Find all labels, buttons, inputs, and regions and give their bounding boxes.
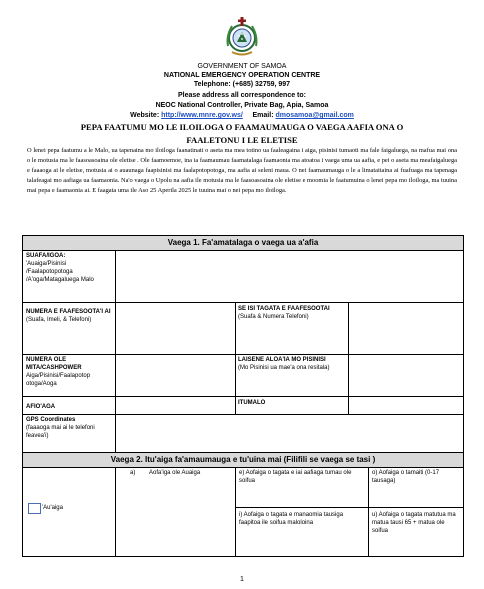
mita-subtext: Aiga/Pisinisi/Faalapotop otoga/Aoga [26, 373, 91, 387]
website-link[interactable]: http://www.mnre.gov.ws/ [161, 112, 243, 119]
section2-header: Vaega 2. Itu'aiga fa'amaumauga e tu'uina mai (Filifili se vaega se tasi ) [23, 453, 463, 467]
option-o-label: o) Aofaiga o tamaiti (0-17 tausaga) [372, 470, 440, 484]
numera-subtext: (Suafa, Imeli, & Telefoni) [26, 317, 92, 323]
suafa-subtext: 'Auaiga/Pisinisi /Faalapotopotoga /A'oga/Matagaluega Malo [26, 261, 94, 283]
controller-address: NEOC National Controller, Private Bag, Apia, Samoa [155, 102, 329, 109]
laisene-subtext: (Mo Pisinisi ua mae'a ona resitala) [238, 365, 330, 371]
contact-line [0, 111, 484, 120]
gps-label: GPS Coordinates [26, 417, 76, 423]
numera-input-cell[interactable] [116, 303, 234, 353]
website-label: Website: [130, 112, 160, 119]
gps-subtext: (faaaoga mai ai le telefoni feavea'i) [26, 425, 95, 439]
form-title-line-1: PEPA FAATUMU MO LE ILOILOGA O FAAMAUMAUGA O VAEGA AAFIA ONA O [80, 122, 404, 132]
laisene-label: LAISENE ALOA'IA MO PISINISI [238, 357, 326, 363]
auaiga-checkbox[interactable] [28, 503, 41, 514]
option-a-label: Aofa'iga ole Auaiga [149, 470, 201, 476]
telephone-line: Telephone: (+685) 32759, 997 [193, 81, 291, 88]
address-instruction: Please address all correspondence to: [178, 92, 306, 99]
centre-name: NATIONAL EMERGENCY OPERATION CENTRE [163, 72, 321, 79]
option-i-label: i) Aofaiga o tagata e manaomia tausiga faapitoa ile soifua maloloina [239, 512, 344, 526]
suafa-label: SUAFA/IGOA: [26, 253, 66, 259]
mita-input-cell[interactable] [116, 355, 234, 395]
laisene-input-cell[interactable] [349, 355, 462, 395]
intro-paragraph [27, 146, 457, 196]
mita-label-cell [26, 356, 114, 388]
option-e-label: e) Aofaiga o tagata e iai aafiaga tumau ole soifua [239, 470, 352, 484]
suafa-input-cell[interactable] [116, 251, 462, 301]
itumalo-input-cell[interactable] [349, 397, 462, 413]
numera-label: NUMERA E FAAFESOOTA'I AI [26, 309, 111, 315]
option-a-marker: a) [130, 470, 136, 476]
seisi-subtext: (Suafa & Numera Telefoni) [238, 314, 309, 320]
gps-input-cell[interactable] [116, 415, 462, 451]
seisi-label-cell [238, 305, 346, 321]
government-name: GOVERNMENT OF SAMOA [197, 63, 287, 70]
page-number: 1 [240, 576, 244, 583]
option-u-label: u) Aofaiga o tagata matutua ma matua tausi 65 + matua ole soifua [372, 512, 456, 534]
afioaga-input-cell[interactable] [116, 397, 234, 413]
itumalo-label-cell [238, 399, 346, 407]
itumalo-label: ITUMALO [238, 400, 266, 406]
government-emblem-icon [218, 12, 266, 60]
numera-label-cell [26, 308, 114, 324]
afioaga-label: AFIO'AGA [26, 404, 56, 410]
section1-header: Vaega 1. Fa'amatalaga o vaega ua a'afia [23, 236, 463, 250]
afioaga-label-cell [26, 403, 114, 411]
intro-text: O lenei pepa faatumu a le Malo, ua tapenaina mo iloiloga faanatinati o aseta ma mea totino ua faaleagaina i aiga, pisinisi tumaoti ma fale faigaluega, na mafua mai ona o le motusia ma le faasoasoaina ole eletise . Ole faamoemoe, ina ia faamaumau faamatalaga faamaonia ma atoatoa i vaega uma ua aafia, e pei o aseta ma meafaigaluega e faaaoga ai le eletise, motusia ai o auaunaga faapisinisi ma faalapotopotoga, ma aafia ai seleni maua. O nei faamaumauga o le a limataitaina ai fuafuaga ma tapenaga talafeagai mo aafiaga ua faamaonia. Na'o vaega o Upolu na aafia ile motusia ma le faasoasoaina ole eletise e moomia le faatumuina o lenei pepa mo iloiloga, ma tuuina mai pepa e faamaonia ai. E faagata uma ile Aso 25 Aperila 2025 le tuuina mai o nei pepa mo iloiloga. [27, 147, 457, 195]
laisene-label-cell [238, 356, 346, 372]
mita-label: NUMERA OLE MITA/CASHPOWER [26, 357, 82, 371]
gps-label-cell [26, 416, 114, 440]
email-label: Email: [252, 112, 274, 119]
assessment-form [22, 235, 464, 557]
form-title-line-2: FAALETONU I LE ELETISE [186, 135, 298, 145]
auaiga-checkbox-label: 'Au'aiga [42, 505, 63, 511]
suafa-label-cell [26, 252, 112, 284]
email-link[interactable]: dmosamoa@gmail.com [275, 112, 354, 119]
seisi-input-cell[interactable] [349, 303, 462, 353]
seisi-label: SE ISI TAGATA E FAAFESOOTAI [238, 306, 330, 312]
